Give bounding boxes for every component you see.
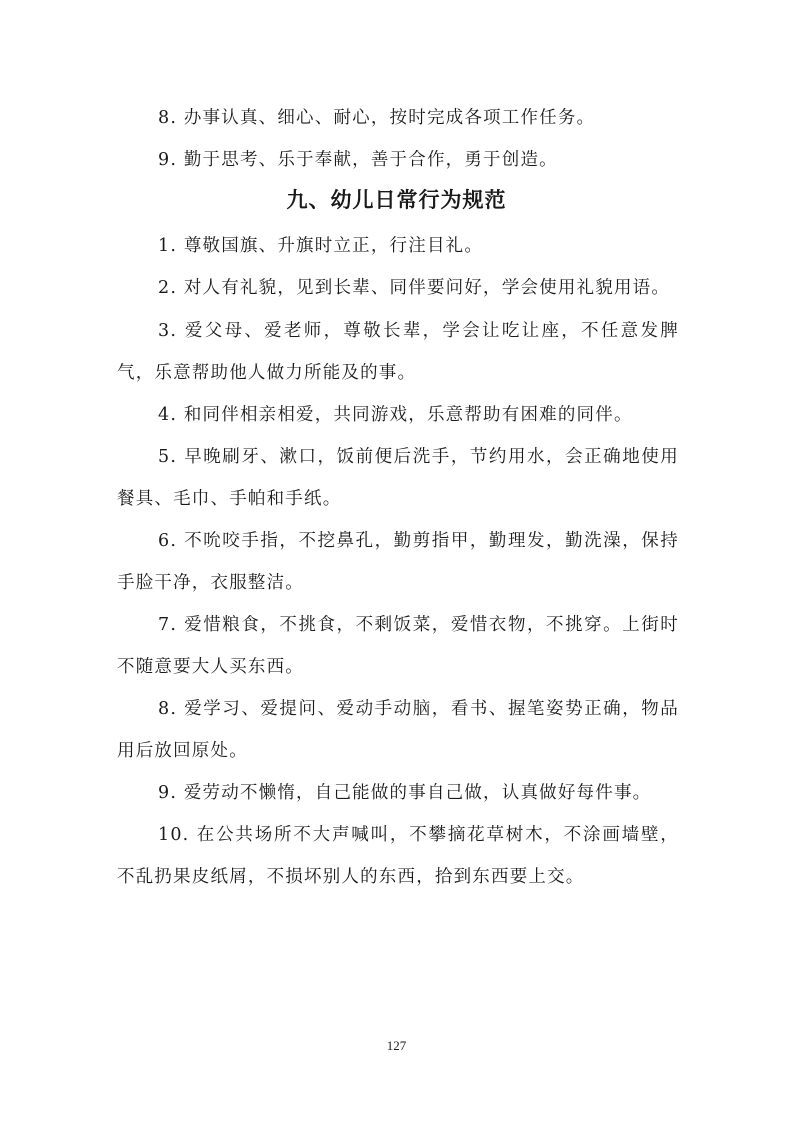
rule-item-8: 8. 爱学习、爱提问、爱动手动脑，看书、握笔姿势正确，物品用后放回原处。 (117, 699, 679, 761)
rule-item-7: 7. 爱惜粮食，不挑食，不剩饭菜，爱惜衣物，不挑穿。上街时不随意要大人买东西。 (117, 615, 679, 677)
prev-item-9: 9. 勤于思考、乐于奉献，善于合作，勇于创造。 (158, 150, 558, 170)
prev-item-8: 8. 办事认真、细心、耐心，按时完成各项工作任务。 (158, 108, 596, 128)
rule-item-5: 5. 早晚刷牙、漱口，饭前便后洗手，节约用水，会正确地使用餐具、毛巾、手帕和手纸。 (117, 447, 679, 509)
rule-item-9: 9. 爱劳动不懒惰，自己能做的事自己做，认真做好每件事。 (158, 783, 652, 803)
section-heading: 九、幼儿日常行为规范 (286, 188, 507, 212)
rule-item-2: 2. 对人有礼貌，见到长辈、同伴要问好，学会使用礼貌用语。 (158, 278, 671, 298)
rule-item-1: 1. 尊敬国旗、升旗时立正，行注目礼。 (158, 236, 484, 256)
rule-item-4: 4. 和同伴相亲相爱，共同游戏，乐意帮助有困难的同伴。 (158, 405, 633, 425)
rule-item-10: 10. 在公共场所不大声喊叫，不攀摘花草树木，不涂画墙壁，不乱扔果皮纸屑，不损坏别人的东西，拾到东西要上交。 (117, 825, 679, 887)
page-number: 127 (386, 1038, 407, 1053)
rule-item-3: 3. 爱父母、爱老师，尊敬长辈，学会让吃让座，不任意发脾气，乐意帮助他人做力所能及的事。 (117, 321, 679, 383)
rule-item-6: 6. 不吮咬手指，不挖鼻孔，勤剪指甲，勤理发，勤洗澡，保持手脸干净，衣服整洁。 (117, 531, 679, 593)
